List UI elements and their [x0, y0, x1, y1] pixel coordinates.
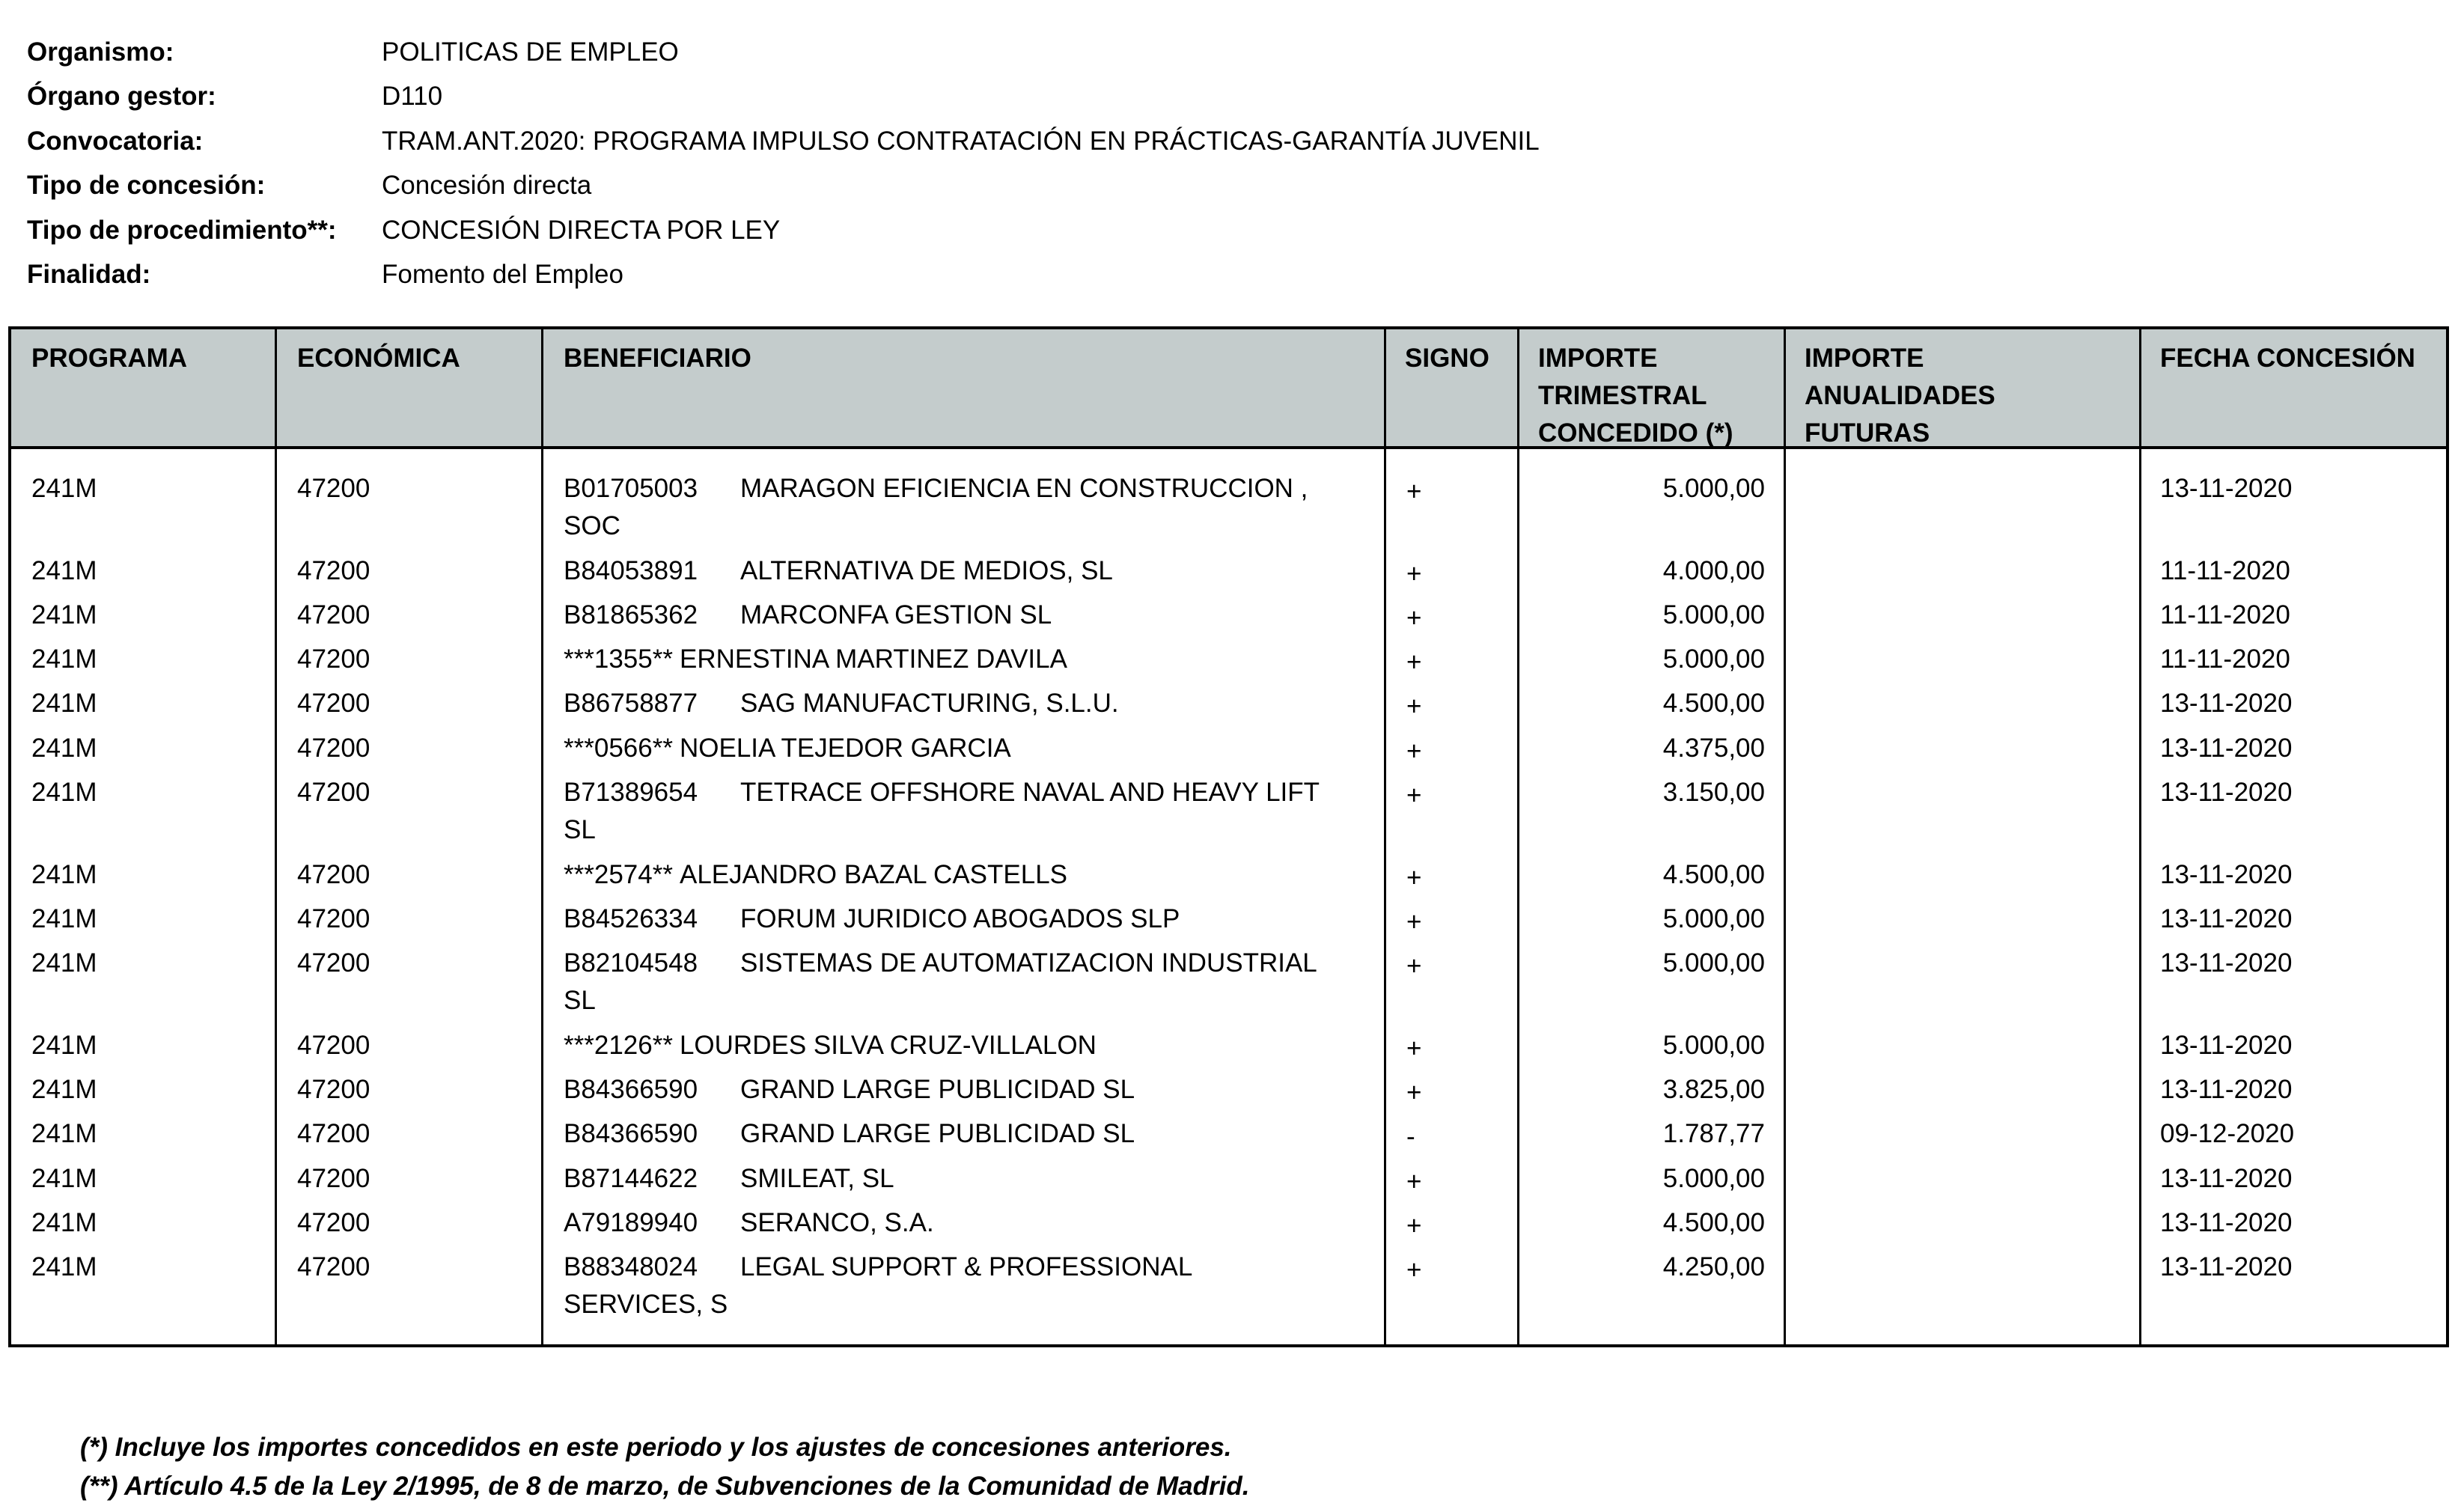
- document-info: [27, 30, 1540, 297]
- column-divider: [2139, 329, 2141, 1344]
- cell-programa: 241M: [31, 1074, 97, 1104]
- cell-programa: 241M: [31, 903, 97, 933]
- cell-programa: 241M: [31, 778, 97, 807]
- cell-economica: 47200: [297, 903, 370, 933]
- cell-signo: +: [1406, 781, 1422, 810]
- cell-programa: 241M: [31, 1252, 97, 1282]
- beneficiario-nombre: ALTERNATIVA DE MEDIOS, SL: [740, 555, 1113, 585]
- cell-importe-trimestral: 5.000,00: [1662, 1030, 1765, 1060]
- beneficiario-nombre: SISTEMAS DE AUTOMATIZACION INDUSTRIAL: [740, 948, 1317, 978]
- beneficiario-nombre: MARAGON EFICIENCIA EN CONSTRUCCION ,: [740, 474, 1308, 503]
- cell-programa: 241M: [31, 600, 97, 630]
- cell-economica: 47200: [297, 689, 370, 719]
- cell-signo: +: [1406, 951, 1422, 981]
- column-header-beneficiario: BENEFICIARIO: [564, 344, 751, 373]
- beneficiario-nombre-cont: SL: [564, 986, 596, 1016]
- cell-fecha-concesion: 13-11-2020: [2160, 903, 2293, 933]
- cell-importe-trimestral: 5.000,00: [1662, 600, 1765, 630]
- beneficiario-nif: B88348024: [564, 1252, 698, 1282]
- column-header-signo: SIGNO: [1405, 344, 1489, 373]
- cell-economica: 47200: [297, 600, 370, 630]
- cell-beneficiario: [564, 685, 1387, 722]
- cell-importe-trimestral: 5.000,00: [1662, 903, 1765, 933]
- cell-beneficiario: [564, 900, 1387, 938]
- info-value: D110: [382, 82, 443, 112]
- column-divider: [275, 329, 277, 1344]
- beneficiario-nif: ***2126**: [564, 1030, 673, 1060]
- info-label: Organismo:: [27, 37, 174, 67]
- cell-fecha-concesion: 09-12-2020: [2160, 1119, 2295, 1149]
- cell-programa: 241M: [31, 555, 97, 585]
- cell-beneficiario: [564, 1115, 1387, 1153]
- beneficiario-nif: B81865362: [564, 600, 698, 630]
- beneficiario-nombre: SAG MANUFACTURING, S.L.U.: [740, 689, 1119, 719]
- cell-fecha-concesion: 11-11-2020: [2160, 555, 2290, 585]
- cell-importe-trimestral: 4.500,00: [1662, 689, 1765, 719]
- header-line: IMPORTE: [1805, 344, 1924, 373]
- info-row-tipo-procedimiento: [27, 208, 1540, 253]
- beneficiario-nif: ***0566**: [564, 733, 673, 763]
- cell-programa: 241M: [31, 1119, 97, 1149]
- beneficiario-nif: ***2574**: [564, 859, 673, 889]
- cell-importe-trimestral: 4.000,00: [1662, 555, 1765, 585]
- column-divider: [1784, 329, 1786, 1344]
- beneficiario-nombre: GRAND LARGE PUBLICIDAD SL: [740, 1119, 1135, 1149]
- cell-fecha-concesion: 13-11-2020: [2160, 733, 2293, 763]
- info-label: Tipo de concesión:: [27, 171, 266, 201]
- cell-signo: +: [1406, 1210, 1422, 1240]
- beneficiario-nombre: SERANCO, S.A.: [740, 1207, 934, 1237]
- beneficiario-nombre: LEGAL SUPPORT & PROFESSIONAL: [740, 1252, 1193, 1282]
- info-label: Finalidad:: [27, 260, 151, 290]
- info-label: Tipo de procedimiento**:: [27, 215, 337, 245]
- beneficiario-nif: B87144622: [564, 1163, 698, 1193]
- info-row-tipo-concesion: [27, 164, 1540, 209]
- beneficiario-nif: B84526334: [564, 903, 698, 933]
- header-line: TRIMESTRAL: [1538, 381, 1707, 410]
- header-line: IMPORTE: [1538, 344, 1658, 373]
- cell-signo: +: [1406, 862, 1422, 892]
- cell-signo: +: [1406, 736, 1422, 766]
- cell-programa: 241M: [31, 1207, 97, 1237]
- cell-beneficiario: [564, 856, 1387, 894]
- cell-importe-trimestral: 5.000,00: [1662, 474, 1765, 503]
- beneficiario-nif: B84053891: [564, 555, 698, 585]
- cell-fecha-concesion: 13-11-2020: [2160, 689, 2293, 719]
- cell-signo: +: [1406, 1033, 1422, 1063]
- info-row-organismo: [27, 30, 1540, 75]
- cell-importe-trimestral: 4.250,00: [1662, 1252, 1765, 1282]
- cell-importe-trimestral: 4.500,00: [1662, 859, 1765, 889]
- info-label: Convocatoria:: [27, 126, 204, 156]
- cell-beneficiario: [564, 1027, 1387, 1064]
- cell-beneficiario: [564, 1204, 1387, 1242]
- beneficiario-nombre: SMILEAT, SL: [740, 1163, 894, 1193]
- beneficiario-nombre: TETRACE OFFSHORE NAVAL AND HEAVY LIFT: [740, 778, 1320, 807]
- cell-importe-trimestral: 1.787,77: [1662, 1119, 1765, 1149]
- cell-signo: +: [1406, 603, 1422, 632]
- cell-fecha-concesion: 13-11-2020: [2160, 1163, 2293, 1193]
- info-value: POLITICAS DE EMPLEO: [382, 37, 679, 67]
- cell-fecha-concesion: 13-11-2020: [2160, 1252, 2293, 1282]
- cell-beneficiario: [564, 774, 1387, 849]
- cell-fecha-concesion: 13-11-2020: [2160, 778, 2293, 807]
- beneficiario-nif: B84366590: [564, 1074, 698, 1104]
- footnotes: [80, 1428, 1249, 1506]
- header-line: ANUALIDADES: [1805, 381, 1995, 410]
- cell-importe-trimestral: 5.000,00: [1662, 948, 1765, 978]
- table-header: [11, 329, 2446, 449]
- cell-signo: +: [1406, 1255, 1422, 1285]
- cell-signo: +: [1406, 1077, 1422, 1107]
- beneficiario-nif: B01705003: [564, 474, 698, 503]
- beneficiario-nif: B71389654: [564, 778, 698, 807]
- cell-signo: +: [1406, 1166, 1422, 1196]
- cell-beneficiario: [564, 1160, 1387, 1198]
- cell-economica: 47200: [297, 474, 370, 503]
- cell-programa: 241M: [31, 733, 97, 763]
- cell-beneficiario: [564, 730, 1387, 767]
- beneficiario-nif: B86758877: [564, 689, 698, 719]
- cell-economica: 47200: [297, 1074, 370, 1104]
- cell-importe-trimestral: 4.500,00: [1662, 1207, 1765, 1237]
- column-header-importe-anualidades: [1805, 340, 1995, 452]
- cell-fecha-concesion: 13-11-2020: [2160, 1030, 2293, 1060]
- beneficiario-nif: ***1355**: [564, 644, 673, 674]
- header-line: CONCEDIDO (*): [1538, 418, 1733, 448]
- footnote-importes: (*) Incluye los importes concedidos en este periodo y los ajustes de concesiones anteriores.: [80, 1433, 1232, 1462]
- cell-economica: 47200: [297, 1163, 370, 1193]
- beneficiario-nombre: FORUM JURIDICO ABOGADOS SLP: [740, 903, 1180, 933]
- cell-programa: 241M: [31, 689, 97, 719]
- column-header-economica: ECONÓMICA: [297, 344, 460, 373]
- cell-economica: 47200: [297, 555, 370, 585]
- info-row-convocatoria: [27, 119, 1540, 164]
- beneficiario-nombre-cont: SL: [564, 815, 596, 844]
- cell-fecha-concesion: 13-11-2020: [2160, 948, 2293, 978]
- cell-fecha-concesion: 11-11-2020: [2160, 644, 2290, 674]
- info-value: CONCESIÓN DIRECTA POR LEY: [382, 215, 781, 245]
- cell-fecha-concesion: 11-11-2020: [2160, 600, 2290, 630]
- cell-programa: 241M: [31, 1163, 97, 1193]
- cell-economica: 47200: [297, 948, 370, 978]
- cell-fecha-concesion: 13-11-2020: [2160, 474, 2293, 503]
- beneficiario-nif: B84366590: [564, 1119, 698, 1149]
- cell-beneficiario: [564, 470, 1387, 545]
- beneficiario-nif: A79189940: [564, 1207, 698, 1237]
- cell-importe-trimestral: 3.150,00: [1662, 778, 1765, 807]
- beneficiario-nombre: ALEJANDRO BAZAL CASTELLS: [679, 859, 1068, 889]
- beneficiario-nombre: ERNESTINA MARTINEZ DAVILA: [679, 644, 1067, 674]
- cell-beneficiario: [564, 1249, 1387, 1323]
- cell-signo: -: [1406, 1122, 1415, 1152]
- cell-importe-trimestral: 5.000,00: [1662, 1163, 1765, 1193]
- beneficiario-nombre-cont: SERVICES, S: [564, 1290, 728, 1320]
- beneficiario-nombre: LOURDES SILVA CRUZ-VILLALON: [679, 1030, 1097, 1060]
- cell-importe-trimestral: 4.375,00: [1662, 733, 1765, 763]
- cell-programa: 241M: [31, 644, 97, 674]
- cell-programa: 241M: [31, 474, 97, 503]
- info-row-organo-gestor: [27, 75, 1540, 120]
- beneficiario-nombre: MARCONFA GESTION SL: [740, 600, 1052, 630]
- cell-programa: 241M: [31, 948, 97, 978]
- cell-signo: +: [1406, 477, 1422, 506]
- cell-fecha-concesion: 13-11-2020: [2160, 859, 2293, 889]
- cell-economica: 47200: [297, 1207, 370, 1237]
- cell-signo: +: [1406, 558, 1422, 588]
- cell-beneficiario: [564, 945, 1387, 1019]
- cell-signo: +: [1406, 692, 1422, 722]
- concessions-table: [8, 326, 2449, 1347]
- cell-economica: 47200: [297, 778, 370, 807]
- cell-economica: 47200: [297, 733, 370, 763]
- info-value: Fomento del Empleo: [382, 260, 623, 290]
- cell-economica: 47200: [297, 644, 370, 674]
- column-header-importe-trimestral: [1538, 340, 1733, 452]
- cell-signo: +: [1406, 906, 1422, 936]
- info-label: Órgano gestor:: [27, 82, 216, 112]
- cell-economica: 47200: [297, 1252, 370, 1282]
- column-divider: [541, 329, 543, 1344]
- cell-economica: 47200: [297, 859, 370, 889]
- cell-signo: +: [1406, 647, 1422, 677]
- cell-importe-trimestral: 5.000,00: [1662, 644, 1765, 674]
- column-header-programa: PROGRAMA: [31, 344, 188, 373]
- cell-beneficiario: [564, 597, 1387, 634]
- info-row-finalidad: [27, 253, 1540, 298]
- beneficiario-nombre-cont: SOC: [564, 511, 620, 540]
- header-line: FUTURAS: [1805, 418, 1930, 448]
- beneficiario-nombre: NOELIA TEJEDOR GARCIA: [679, 733, 1011, 763]
- info-value: Concesión directa: [382, 171, 592, 201]
- cell-fecha-concesion: 13-11-2020: [2160, 1074, 2293, 1104]
- cell-beneficiario: [564, 1071, 1387, 1109]
- cell-fecha-concesion: 13-11-2020: [2160, 1207, 2293, 1237]
- cell-beneficiario: [564, 641, 1387, 678]
- cell-economica: 47200: [297, 1119, 370, 1149]
- beneficiario-nombre: GRAND LARGE PUBLICIDAD SL: [740, 1074, 1135, 1104]
- cell-importe-trimestral: 3.825,00: [1662, 1074, 1765, 1104]
- footnote-ley: (**) Artículo 4.5 de la Ley 2/1995, de 8 de marzo, de Subvenciones de la Comunidad de Madrid.: [80, 1472, 1250, 1501]
- cell-beneficiario: [564, 552, 1387, 590]
- column-header-fecha-concesion: FECHA CONCESIÓN: [2160, 344, 2415, 373]
- cell-programa: 241M: [31, 1030, 97, 1060]
- info-value: TRAM.ANT.2020: PROGRAMA IMPULSO CONTRATACIÓN EN PRÁCTICAS-GARANTÍA JUVENIL: [382, 126, 1540, 156]
- cell-economica: 47200: [297, 1030, 370, 1060]
- cell-programa: 241M: [31, 859, 97, 889]
- beneficiario-nif: B82104548: [564, 948, 698, 978]
